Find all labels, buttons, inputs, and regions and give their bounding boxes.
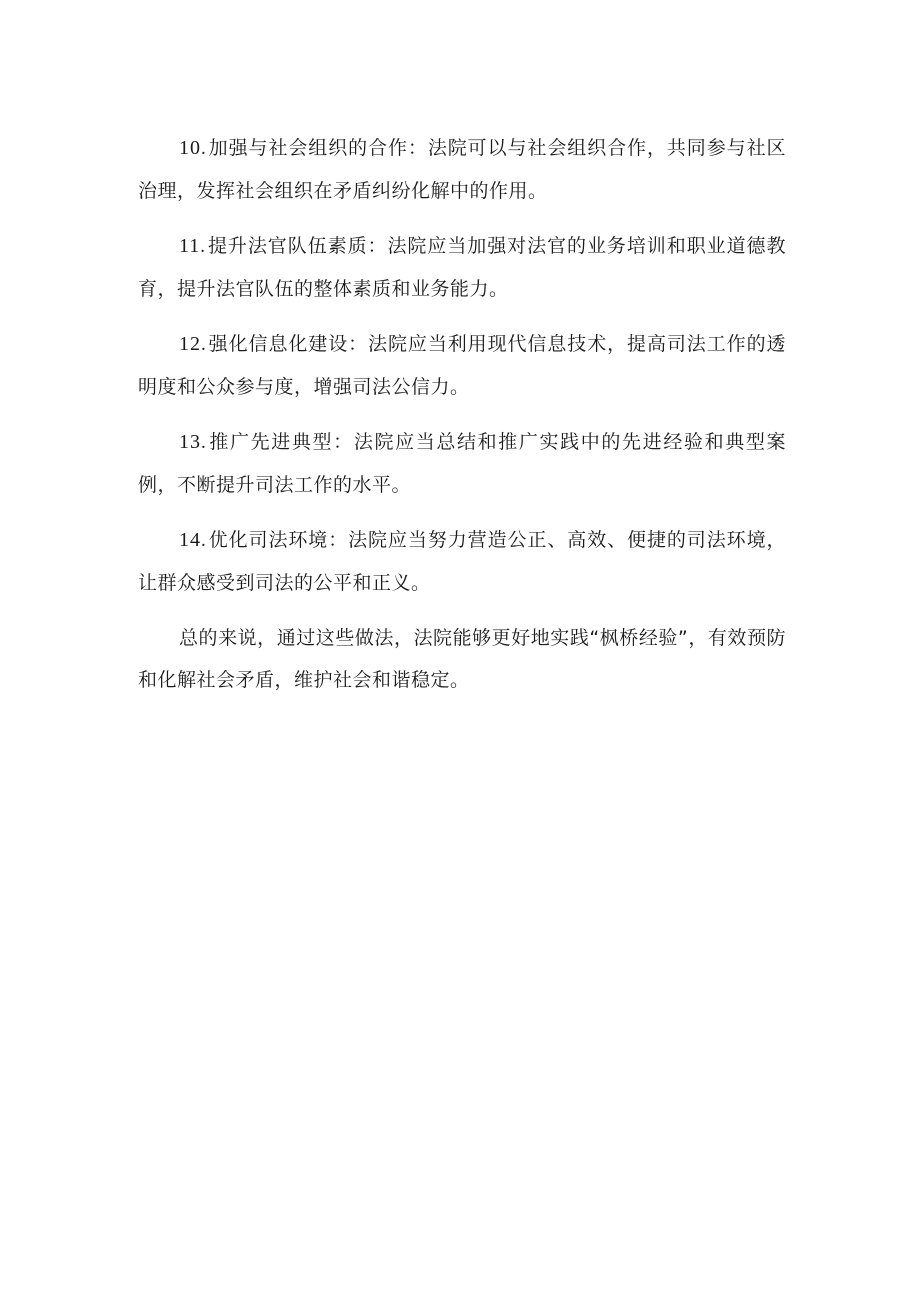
list-item-11: [138, 225, 786, 310]
item-text: 推广先进典型：法院应当总结和推广实践中的先进经验和典型案例，不断提升司法工作的水平。: [138, 431, 786, 496]
item-number: 10: [179, 137, 201, 159]
list-item-13: [138, 421, 786, 506]
list-item-14: [138, 519, 786, 604]
item-text: 加强与社会组织的合作：法院可以与社会组织合作，共同参与社区治理，发挥社会组织在矛盾纠纷化解中的作用。: [138, 137, 786, 202]
item-number: 14: [179, 529, 201, 551]
list-item-10: [138, 127, 786, 212]
item-separator: .: [200, 236, 206, 257]
item-separator: .: [201, 530, 207, 551]
item-separator: .: [201, 138, 207, 159]
item-text: 强化信息化建设：法院应当利用现代信息技术，提高司法工作的透明度和公众参与度，增强司法公信力。: [138, 333, 786, 398]
item-separator: .: [201, 432, 207, 453]
item-number: 11: [179, 235, 201, 257]
item-text: 优化司法环境：法院应当努力营造公正、高效、便捷的司法环境，让群众感受到司法的公平和正义。: [138, 529, 786, 594]
conclusion-paragraph: 总的来说，通过这些做法，法院能够更好地实践“枫桥经验”，有效预防和化解社会矛盾，维护社会和谐稳定。: [138, 627, 786, 691]
item-separator: .: [201, 334, 207, 355]
item-number: 12: [179, 333, 201, 355]
document-body: [138, 127, 786, 714]
list-item-12: [138, 323, 786, 408]
item-number: 13: [179, 431, 201, 453]
item-text: 提升法官队伍素质：法院应当加强对法官的业务培训和职业道德教育，提升法官队伍的整体素质和业务能力。: [138, 235, 786, 300]
